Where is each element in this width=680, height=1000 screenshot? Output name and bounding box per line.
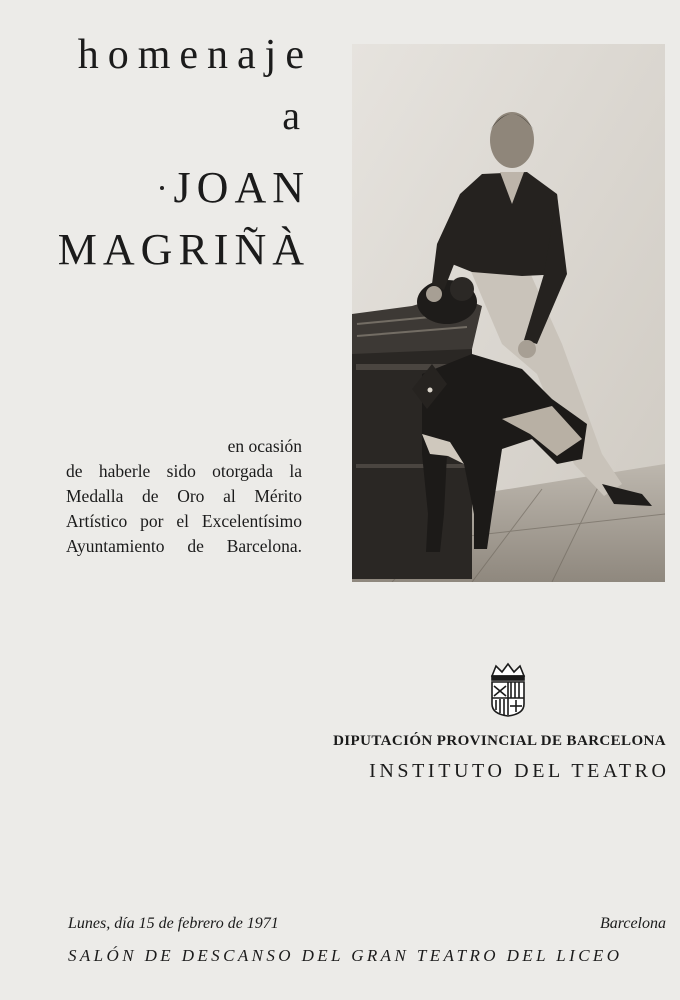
title-homenaje: homenaje — [77, 32, 313, 78]
event-city: Barcelona — [599, 915, 666, 932]
event-venue: SALÓN DE DESCANSO DEL GRAN TEATRO DEL LICEO — [68, 946, 623, 965]
dedication-line-2: de haberle sido otorgada la — [66, 461, 302, 481]
event-date: Lunes, día 15 de febrero de 1971 — [68, 915, 279, 932]
dedication-text — [66, 434, 302, 559]
dedication-line-5: Ayuntamiento de Barcelona. — [66, 536, 302, 556]
coat-of-arms-icon — [486, 662, 530, 718]
dedication-line-1: en ocasión — [227, 436, 302, 456]
decorative-dot — [160, 186, 164, 190]
title-last-name: MAGRIÑÀ — [57, 225, 310, 274]
dedication-line-4: Artístico por el Excelentísimo — [66, 511, 302, 531]
dedication-line-3: Medalla de Oro al Mérito — [66, 486, 302, 506]
title-first-name: JOAN — [173, 163, 310, 212]
portrait-photo-drawing — [352, 44, 665, 582]
institution-subtitle: INSTITUTO DEL TEATRO — [369, 760, 670, 782]
institution-name: DIPUTACIÓN PROVINCIAL DE BARCELONA — [333, 733, 666, 749]
portrait-photo — [352, 44, 665, 582]
title-a: a — [282, 93, 300, 138]
